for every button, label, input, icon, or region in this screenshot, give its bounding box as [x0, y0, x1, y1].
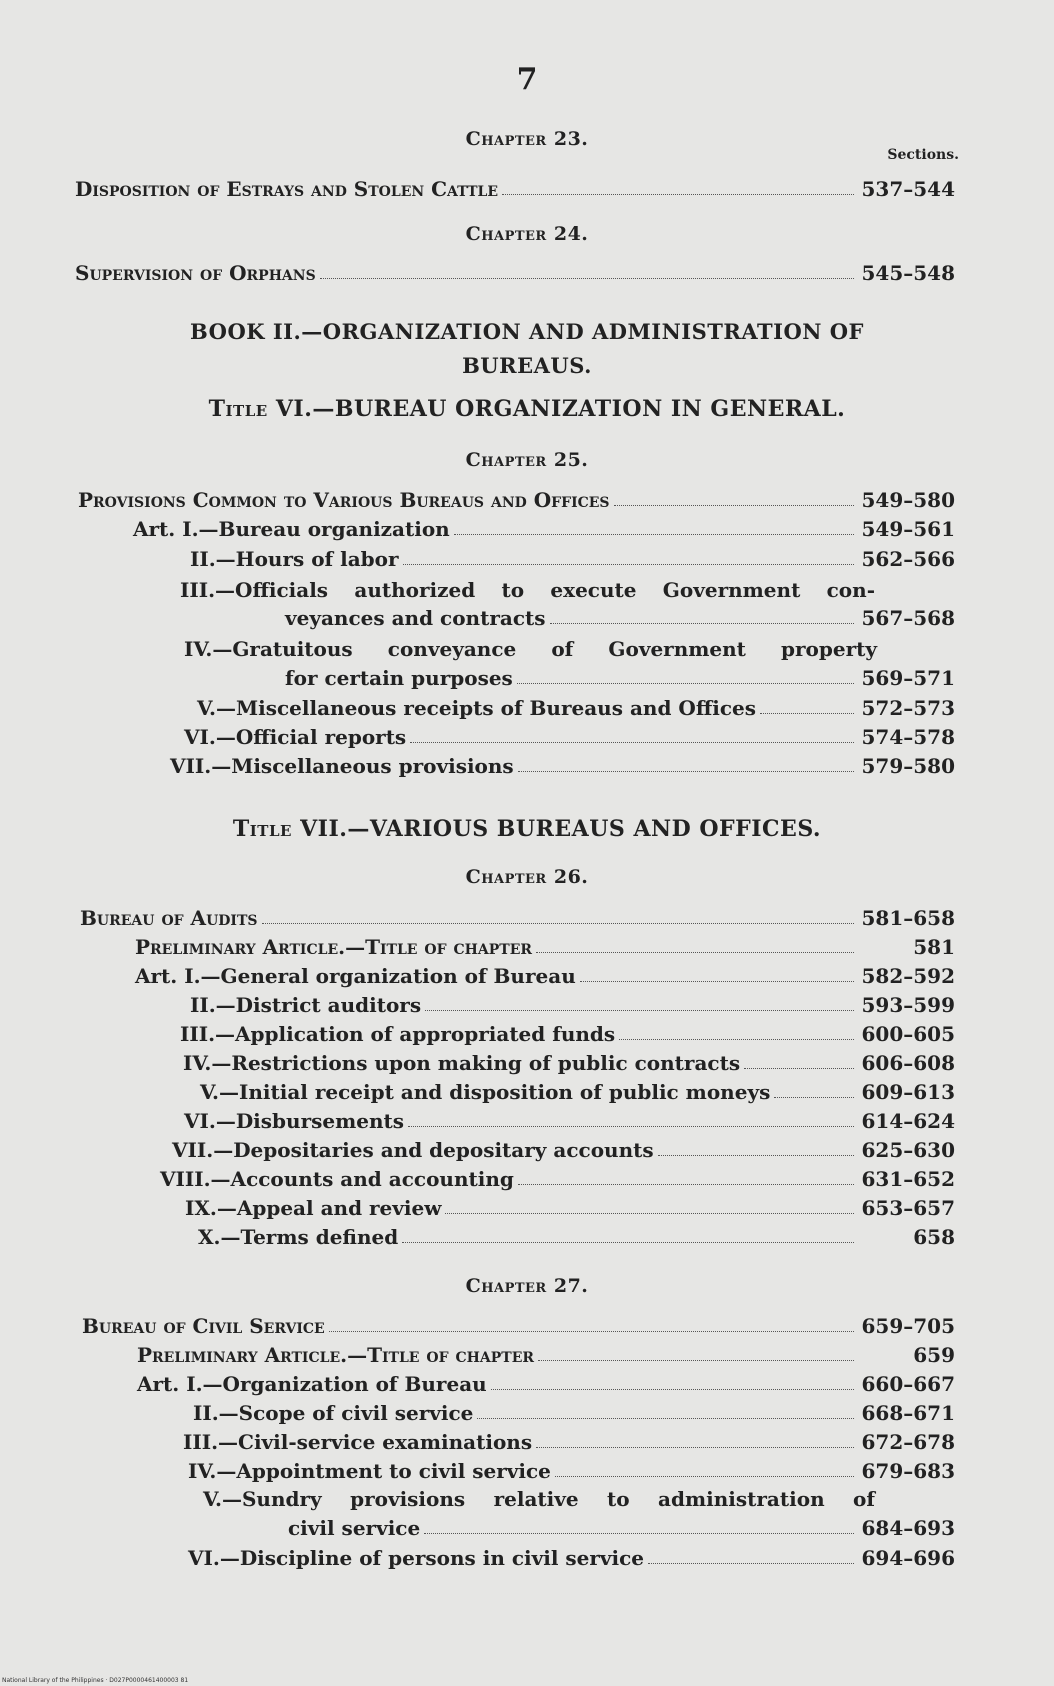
toc-article-row: III.—Application of appropriated funds 600–605	[180, 1022, 955, 1046]
book-heading-line2: BUREAUS.	[462, 353, 592, 378]
chapter-24-heading: Chapter 24.	[465, 223, 589, 245]
chapter-23-heading: Chapter 23.	[465, 128, 589, 150]
toc-article-row: veyances and contracts 567–568	[285, 606, 955, 630]
toc-article-row: II.—Hours of labor 562–566	[190, 547, 955, 571]
toc-article-row: V.—Miscellaneous receipts of Bureaus and Offices 572–573	[197, 696, 955, 720]
chapter-27-heading: Chapter 27.	[465, 1275, 589, 1297]
book-heading	[110, 315, 944, 383]
entry-title: Disposition of Estrays and Stolen Cattle	[75, 177, 499, 201]
toc-article-row: Art. I.—Organization of Bureau 660–667	[137, 1372, 955, 1396]
title-text: VI.—BUREAU ORGANIZATION IN GENERAL.	[275, 396, 846, 422]
page-number: 7	[516, 62, 538, 97]
toc-article-row: VI.—Official reports 574–578	[184, 725, 955, 749]
entry-range: 659–705	[861, 1314, 955, 1338]
title-text: VII.—VARIOUS BUREAUS AND OFFICES.	[300, 816, 822, 842]
toc-article-wrapped-line: IV.—Gratuitous conveyance of Government property	[184, 637, 877, 661]
chapter-25-heading: Chapter 25.	[465, 449, 589, 471]
toc-article-row: V.—Initial receipt and disposition of public moneys 609–613	[200, 1080, 955, 1104]
archive-footer: National Library of the Philippines · D027P0000461400003 81	[2, 1677, 189, 1684]
entry-range: 549–580	[861, 488, 955, 512]
toc-article-row: Art. I.—Bureau organization 549–561	[133, 517, 955, 541]
toc-article-row: III.—Civil-service examinations 672–678	[183, 1430, 955, 1454]
toc-entry-ch27	[82, 1313, 955, 1339]
toc-article-row: civil service 684–693	[288, 1516, 955, 1540]
toc-article-row: VIII.—Accounts and accounting 631–652	[160, 1167, 955, 1191]
entry-range: 545–548	[861, 261, 955, 285]
toc-entry-ch26	[80, 905, 955, 931]
title-6-heading	[0, 396, 1054, 422]
toc-article-row: II.—District auditors 593–599	[190, 993, 955, 1017]
toc-entry-ch24	[75, 260, 955, 286]
toc-article-row: Art. I.—General organization of Bureau 582–592	[135, 964, 955, 988]
toc-article-row: IV.—Restrictions upon making of public contracts 606–608	[183, 1051, 955, 1075]
title-word: Title	[232, 816, 292, 842]
toc-article-row: VI.—Discipline of persons in civil service 694–696	[188, 1546, 955, 1570]
book-heading-line1: BOOK II.—ORGANIZATION AND ADMINISTRATION OF	[190, 319, 864, 344]
entry-range: 537–544	[861, 177, 955, 201]
toc-entry-ch23	[75, 176, 955, 202]
toc-article-row: Preliminary Article.—Title of chapter 581	[135, 935, 955, 959]
sections-label: Sections.	[887, 147, 959, 163]
toc-article-row: IV.—Appointment to civil service 679–683	[188, 1459, 955, 1483]
toc-article-row: VI.—Disbursements 614–624	[184, 1109, 955, 1133]
title-word: Title	[208, 396, 268, 422]
toc-article-row: II.—Scope of civil service 668–671	[193, 1401, 955, 1425]
entry-title: Bureau of Audits	[80, 906, 258, 930]
toc-article-row: VII.—Depositaries and depositary accounts 625–630	[172, 1138, 955, 1162]
toc-article-row: for certain purposes 569–571	[285, 666, 955, 690]
toc-article-row: X.—Terms defined 658	[198, 1225, 955, 1249]
entry-title: Provisions Common to Various Bureaus and Offices	[78, 488, 610, 512]
toc-article-row: Preliminary Article.—Title of chapter 659	[137, 1343, 955, 1367]
toc-article-row: VII.—Miscellaneous provisions 579–580	[170, 754, 955, 778]
entry-title: Bureau of Civil Service	[82, 1314, 325, 1338]
title-7-heading	[0, 816, 1054, 842]
toc-article-wrapped-line: III.—Officials authorized to execute Government con-	[180, 578, 875, 602]
entry-range: 581–658	[861, 906, 955, 930]
entry-title: Supervision of Orphans	[75, 261, 316, 285]
toc-entry-ch25	[78, 487, 955, 513]
chapter-26-heading: Chapter 26.	[465, 866, 589, 888]
toc-article-wrapped-line: V.—Sundry provisions relative to administration of	[203, 1487, 875, 1511]
toc-article-row: IX.—Appeal and review 653–657	[185, 1196, 955, 1220]
